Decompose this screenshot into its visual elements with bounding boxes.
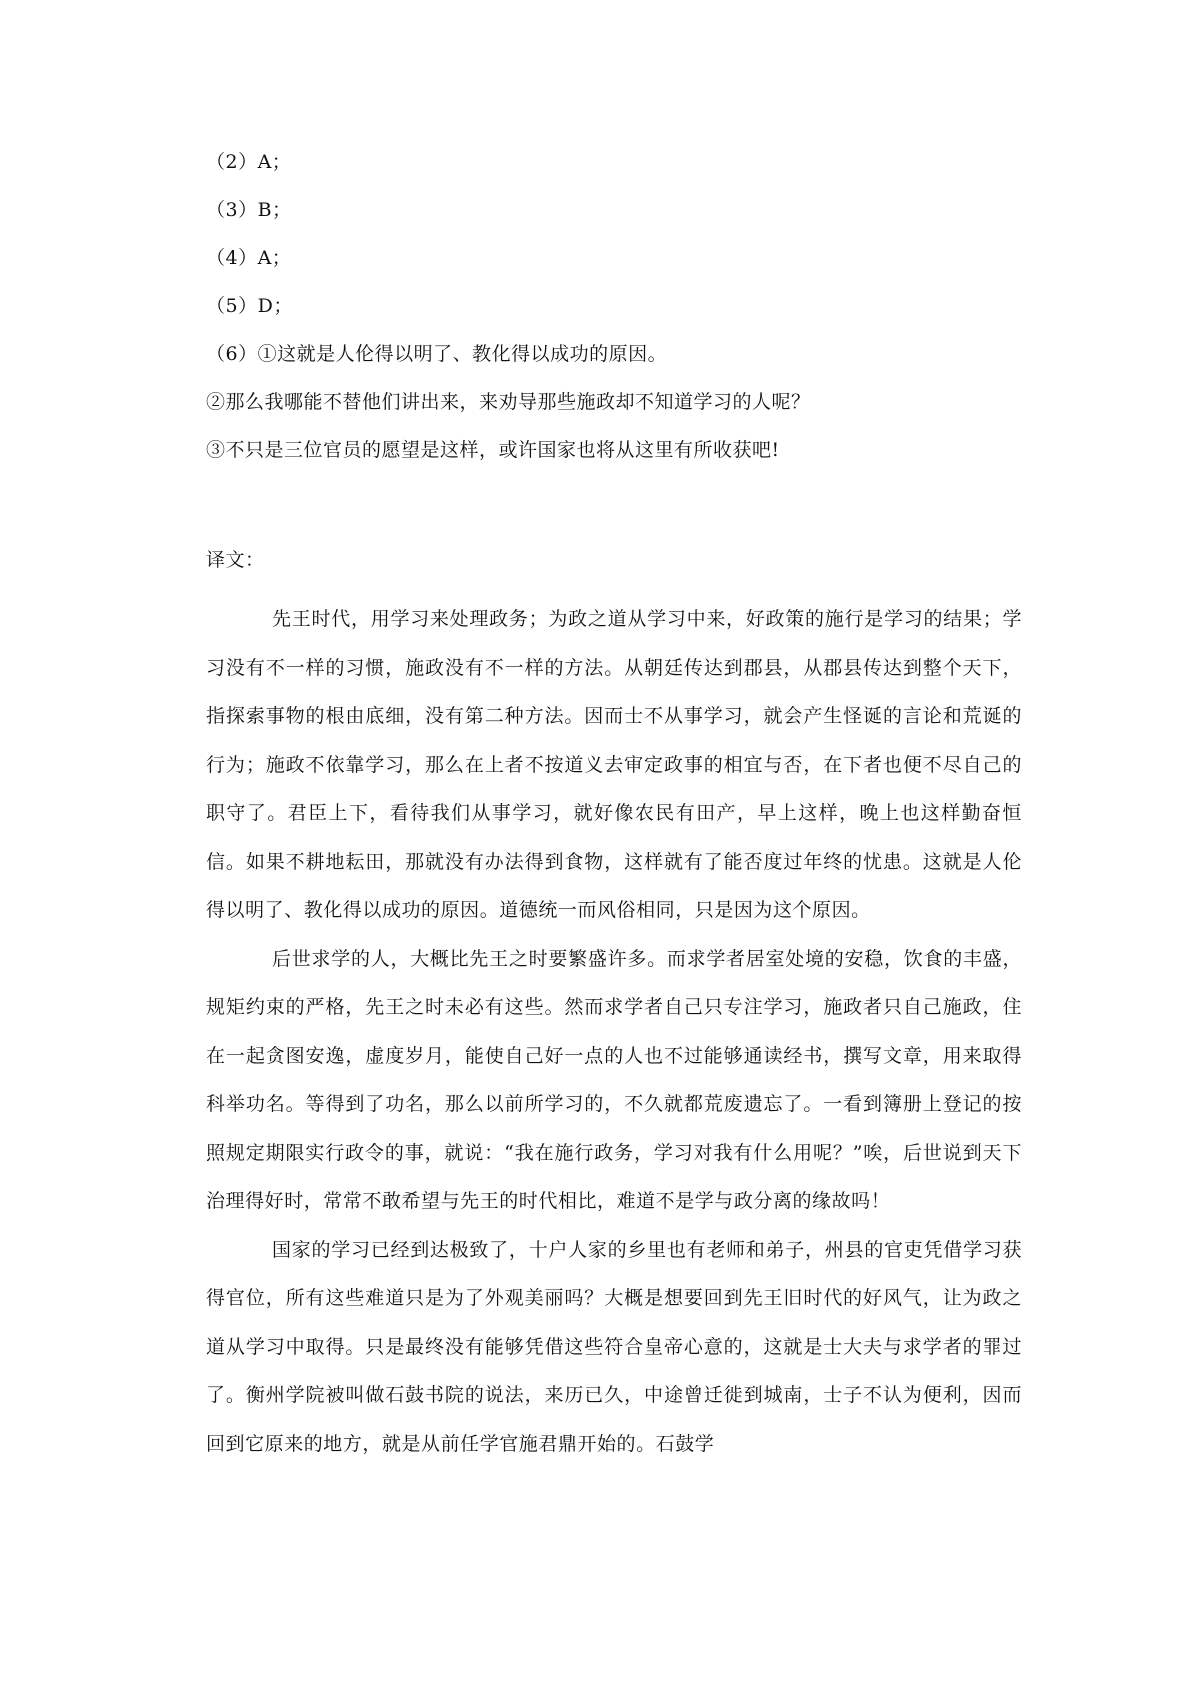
answer-list	[206, 150, 1026, 486]
translation-paragraph-1: 先王时代，用学习来处理政务；为政之道从学习中来，好政策的施行是学习的结果；学习没有不一样的习惯，施政没有不一样的方法。从朝廷传达到郡县，从郡县传达到整个天下，指探索事物的根由底细，没有第二种方法。因而士不从事学习，就会产生怪诞的言论和荒诞的行为；施政不依靠学习，那么在上者不按道义去审定政事的相宜与否，在下者也便不尽自己的职守了。君臣上下，看待我们从事学习，就好像农民有田产，早上这样，晚上也这样勤奋恒信。如果不耕地耘田，那就没有办法得到食物，这样就有了能否度过年终的忧患。这就是人伦得以明了、教化得以成功的原因。道德统一而风俗相同，只是因为这个原因。	[206, 608, 1022, 921]
translation-heading: 译文：	[206, 549, 265, 571]
translation-paragraph-3: 国家的学习已经到达极致了，十户人家的乡里也有老师和弟子，州县的官吏凭借学习获得官位，所有这些难道只是为了外观美丽吗？大概是想要回到先王旧时代的好风气，让为政之道从学习中取得。只是最终没有能够凭借这些符合皇帝心意的，这就是士大夫与求学者的罪过了。衡州学院被叫做石鼓书院的说法，来历已久，中途曾迁徙到城南，士子不认为便利，因而回到它原来的地方，就是从前任学官施君鼎开始的。石鼓学	[206, 1238, 1022, 1455]
answer-item-3: （3）B；	[206, 199, 292, 221]
answer-item-2: （2）A；	[206, 151, 292, 173]
translation-body	[206, 595, 1022, 1468]
answer-item-5: （5）D；	[206, 295, 293, 317]
translation-paragraph-2: 后世求学的人，大概比先王之时要繁盛许多。而求学者居室处境的安稳，饮食的丰盛，规矩约束的严格，先王之时未必有这些。然而求学者自己只专注学习，施政者只自己施政，住在一起贪图安逸，虚度岁月，能使自己好一点的人也不过能够通读经书，撰写文章，用来取得科举功名。等得到了功名，那么以前所学习的，不久就都荒废遗忘了。一看到簿册上登记的按照规定期限实行政令的事，就说：“我在施行政务，学习对我有什么用呢？”唉，后世说到天下治理得好时，常常不敢希望与先王的时代相比，难道不是学与政分离的缘故吗！	[206, 947, 1022, 1212]
answer-item-6-part-3: ③不只是三位官员的愿望是这样，或许国家也将从这里有所收获吧!	[206, 439, 780, 461]
answer-item-6-part-2: ②那么我哪能不替他们讲出来，来劝导那些施政却不知道学习的人呢？	[206, 391, 811, 413]
answer-item-6-part-1: （6）①这就是人伦得以明了、教化得以成功的原因。	[206, 343, 668, 365]
answer-item-4: （4）A；	[206, 247, 292, 269]
